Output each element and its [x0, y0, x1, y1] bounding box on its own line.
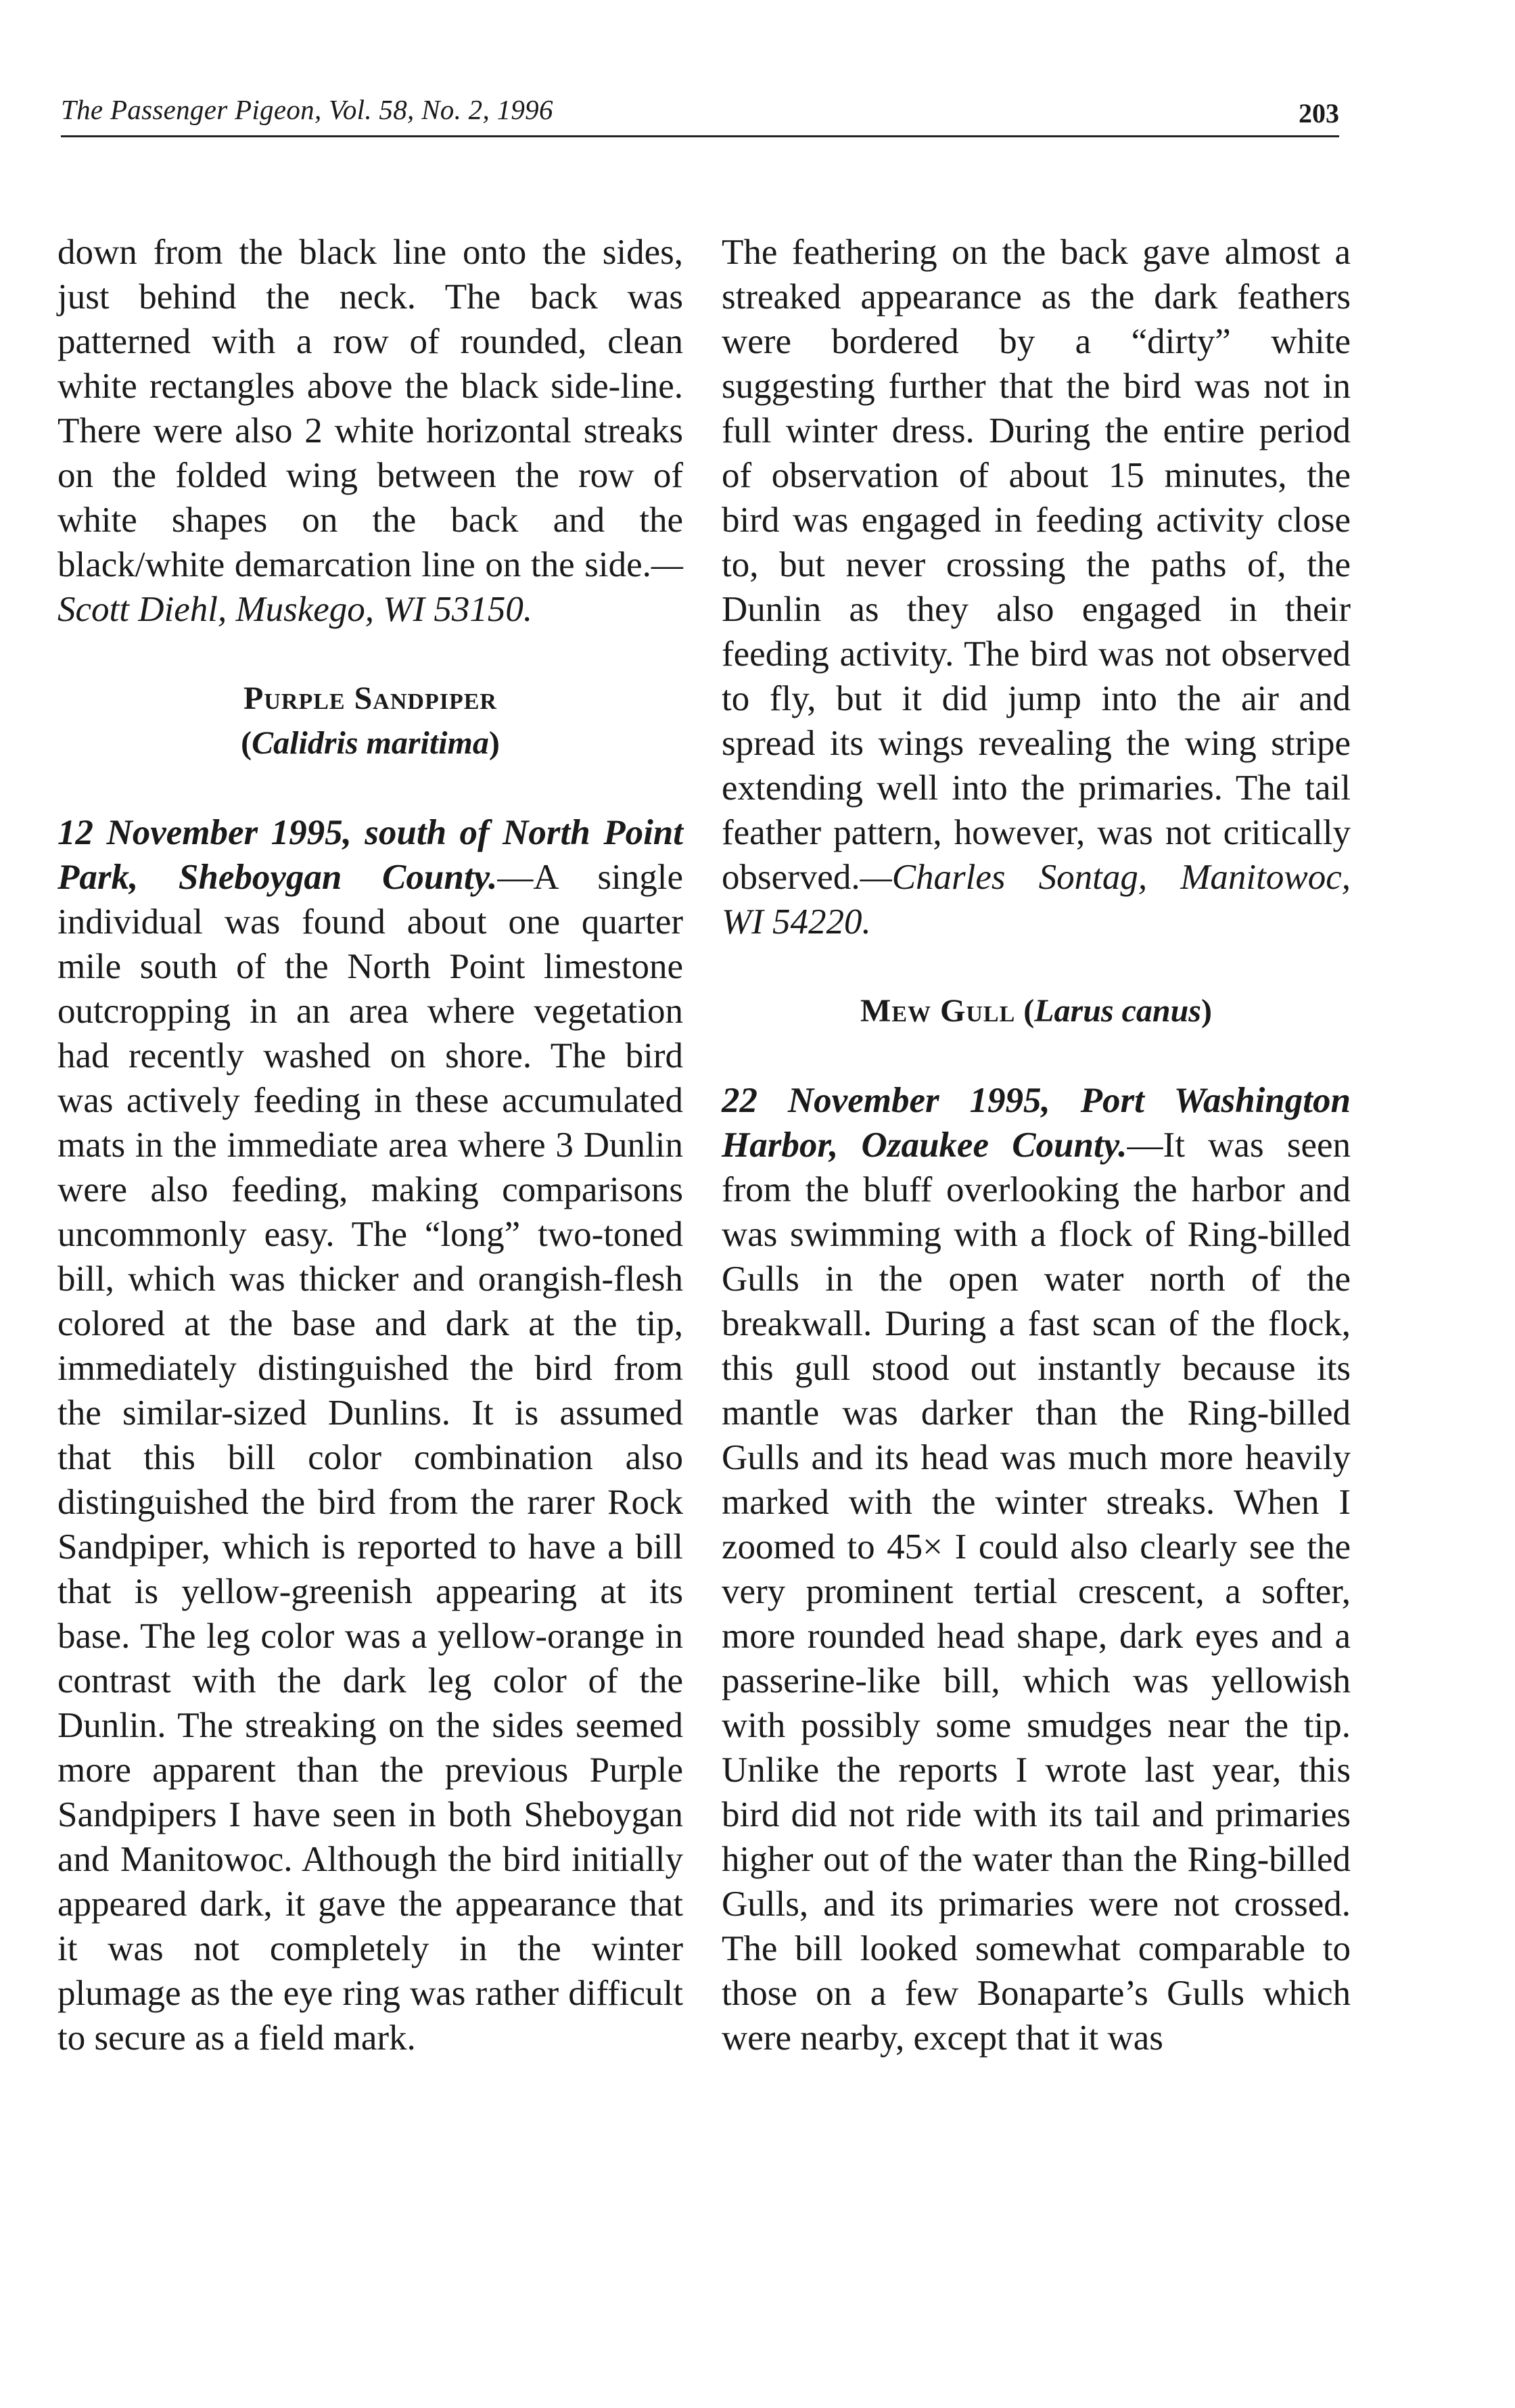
spacer: [57, 632, 683, 676]
continued-text: The feathering on the back gave almost a streaked appearance as the dark feathers were bordered by a “dirty” white suggesting further that the bird was not in full winter dress. During the entire period of observation of about 15 minutes, the bird was engaged in feeding activity close to, but never crossing the paths of, the Dunlin as they also engaged in their feeding activity. The bird was not observed to fly, but it did jump into the air and spread its wings revealing the wing stripe extending well into the primaries. The tail feather pattern, however, was not critically observed.: [722, 233, 1351, 897]
left-column: [57, 230, 683, 2060]
species-heading-purple-sandpiper: [57, 676, 683, 721]
continued-text: down from the black line onto the sides, just behind the neck. The back was patterned with a row of rounded, clean white rectangles above the black side-line. There were also 2 white horizontal streaks on the folded wing between the row of white shapes on the back and the black/white demarcation line on the side.: [57, 233, 683, 584]
species-scientific-line: (Calidris maritima): [241, 725, 500, 761]
right-column: [722, 230, 1351, 2060]
date-location: 12 November 1995, south of North Point Park, Sheboygan County.: [57, 813, 683, 897]
species-heading-mew-gull: Mew Gull (Larus canus): [860, 993, 1212, 1029]
date-location: 22 November 1995, Port Washington Harbor, Ozaukee County.: [722, 1081, 1351, 1165]
spacer: [722, 1034, 1351, 1078]
species-common-name: Mew Gull: [860, 993, 1016, 1029]
page-number: 203: [1299, 98, 1339, 129]
account-text: —A single individual was found about one quarter mile south of the North Point limestone outcropping in an area where vegetation had recently washed on shore. The bird was actively feeding in these accumulated mats in the immediate area where 3 Dunlin were also feeding, making comparisons uncommonly easy. The “long” two-toned bill, which was thicker and orangish-flesh colored at the base and dark at the tip, immediately distinguished the bird from the similar-sized Dunlins. It is assumed that this bill color combination also distinguished the bird from the rarer Rock Sandpiper, which is reported to have a bill that is yellow-greenish appearing at its base. The leg color was a yellow-orange in contrast with the dark leg color of the Dunlin. The streaking on the sides seemed more apparent than the previous Purple Sandpipers I have seen in both Sheboygan and Manitowoc. Although the bird initially appeared dark, it gave the appearance that it was not completely in the winter plumage as the eye ring was rather difficult to secure as a field mark.: [57, 858, 684, 2058]
spacer: [57, 766, 683, 810]
continued-paragraph: [57, 230, 683, 632]
journal-citation: The Passenger Pigeon, Vol. 58, No. 2, 1996: [61, 94, 553, 125]
observer-signature: —Scott Diehl, Muskego, WI 53150.: [57, 545, 683, 629]
species-account-paragraph: [57, 810, 683, 2060]
species-scientific-name: Calidris maritima: [252, 725, 489, 761]
running-head: [61, 80, 1339, 137]
species-common-name: Purple Sandpiper: [243, 680, 497, 716]
continued-paragraph: [722, 230, 1351, 944]
observer-signature: —Charles Sontag, Manitowoc, WI 54220.: [722, 858, 1351, 942]
spacer: [722, 944, 1351, 989]
species-account-paragraph: [722, 1078, 1351, 2060]
account-text: —It was seen from the bluff overlooking the harbor and was swimming with a flock of Ring-billed Gulls in the open water north of the breakwall. During a fast scan of the flock, this gull stood out instantly because its mantle was darker than the Ring-billed Gulls and its head was much more heavily marked with the winter streaks. When I zoomed to 45× I could also clearly see the very prominent tertial crescent, a softer, more rounded head shape, dark eyes and a passerine-like bill, which was yellowish with possibly some smudges near the tip. Unlike the reports I wrote last year, this bird did not ride with its tail and primaries higher out of the water than the Ring-billed Gulls, and its primaries were not crossed. The bill looked somewhat comparable to those on a few Bonaparte’s Gulls which were nearby, except that it was: [722, 1126, 1351, 2058]
species-scientific-name: Larus canus: [1034, 993, 1201, 1029]
